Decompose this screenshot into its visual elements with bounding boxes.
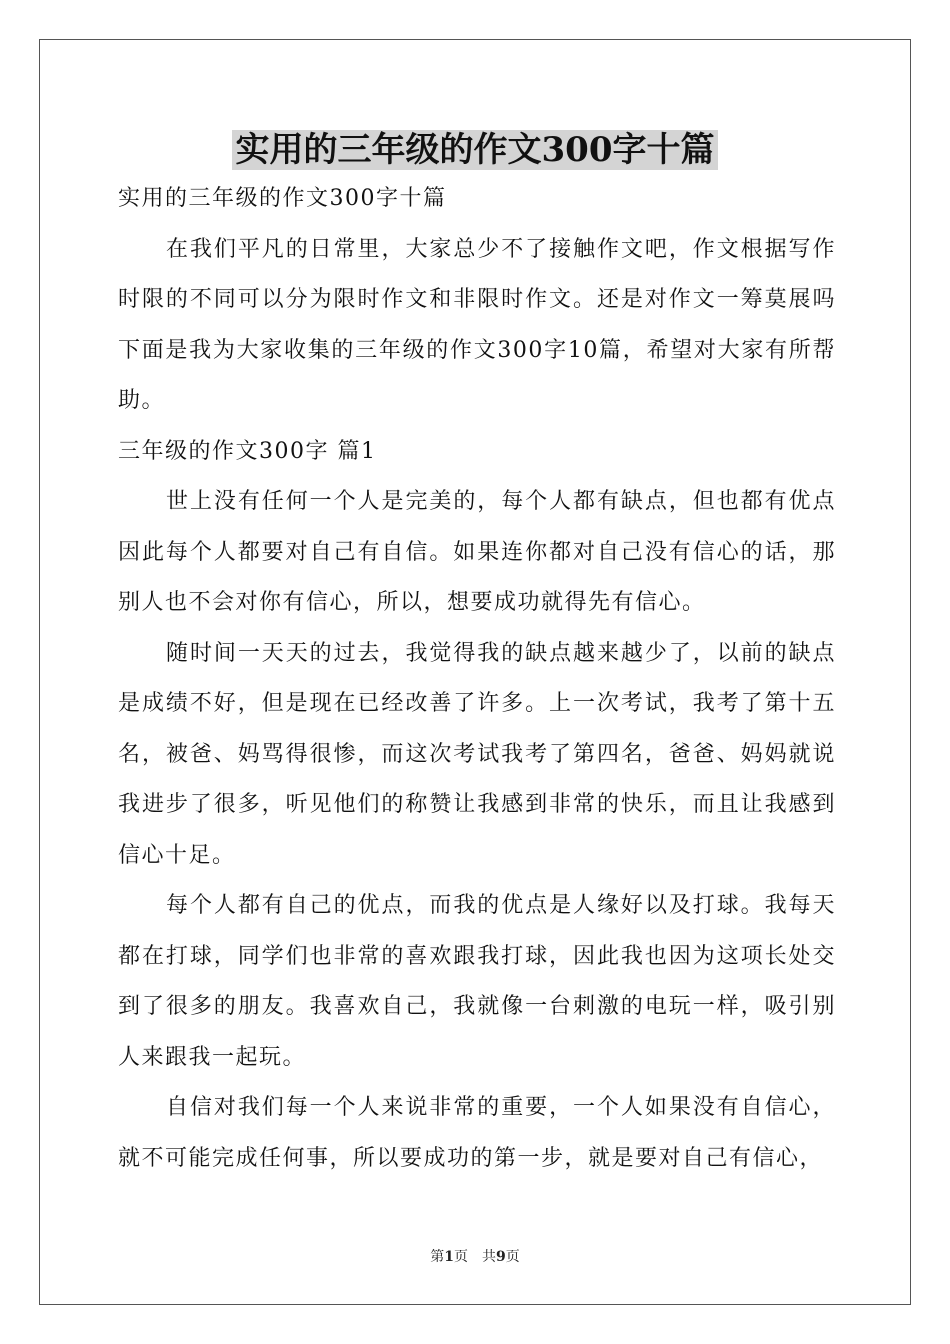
total-prefix: 共 — [482, 1249, 496, 1265]
document-title-text: 实用的三年级的作文300字十篇 — [232, 130, 719, 170]
page-prefix: 第 — [430, 1249, 445, 1265]
body-paragraph: 自信对我们每一个人来说非常的重要，一个人如果没有自信心，就不可能完成任何事，所以要成功的第一步，就是要对自己有信心， — [118, 1095, 836, 1171]
section-heading: 三年级的作文300字 篇1 — [118, 438, 377, 464]
document-body — [118, 174, 836, 1184]
total-suffix: 页 — [505, 1249, 520, 1265]
body-paragraph: 每个人都有自己的优点，而我的优点是人缘好以及打球。我每天都在打球，同学们也非常的喜欢跟我打球，因此我也因为这项长处交到了很多的朋友。我喜欢自己，我就像一台刺激的电玩一样，吸引别人来跟我一起玩。 — [118, 893, 836, 1070]
body-paragraph: 世上没有任何一个人是完美的，每个人都有缺点，但也都有优点因此每个人都要对自己有自信。如果连你都对自己没有信心的话，那别人也不会对你有信心，所以，想要成功就得先有信心。 — [118, 489, 836, 615]
subtitle-line: 实用的三年级的作文300字十篇 — [118, 186, 447, 211]
page-number: 1 — [444, 1249, 454, 1265]
page-suffix: 页 — [454, 1249, 468, 1265]
intro-paragraph: 在我们平凡的日常里，大家总少不了接触作文吧，作文根据写作时限的不同可以分为限时作文和非限时作文。还是对作文一筹莫展吗下面是我为大家收集的三年级的作文300字10篇，希望对大家有所帮助。 — [118, 236, 836, 413]
body-paragraph: 随时间一天天的过去，我觉得我的缺点越来越少了，以前的缺点是成绩不好，但是现在已经改善了许多。上一次考试，我考了第十五名，被爸、妈骂得很惨，而这次考试我考了第四名，爸爸、妈妈就说我进步了很多，听见他们的称赞让我感到非常的快乐，而且让我感到信心十足。 — [118, 640, 836, 868]
document-title — [0, 126, 950, 174]
total-pages: 9 — [496, 1249, 506, 1265]
page-footer — [0, 1247, 950, 1267]
